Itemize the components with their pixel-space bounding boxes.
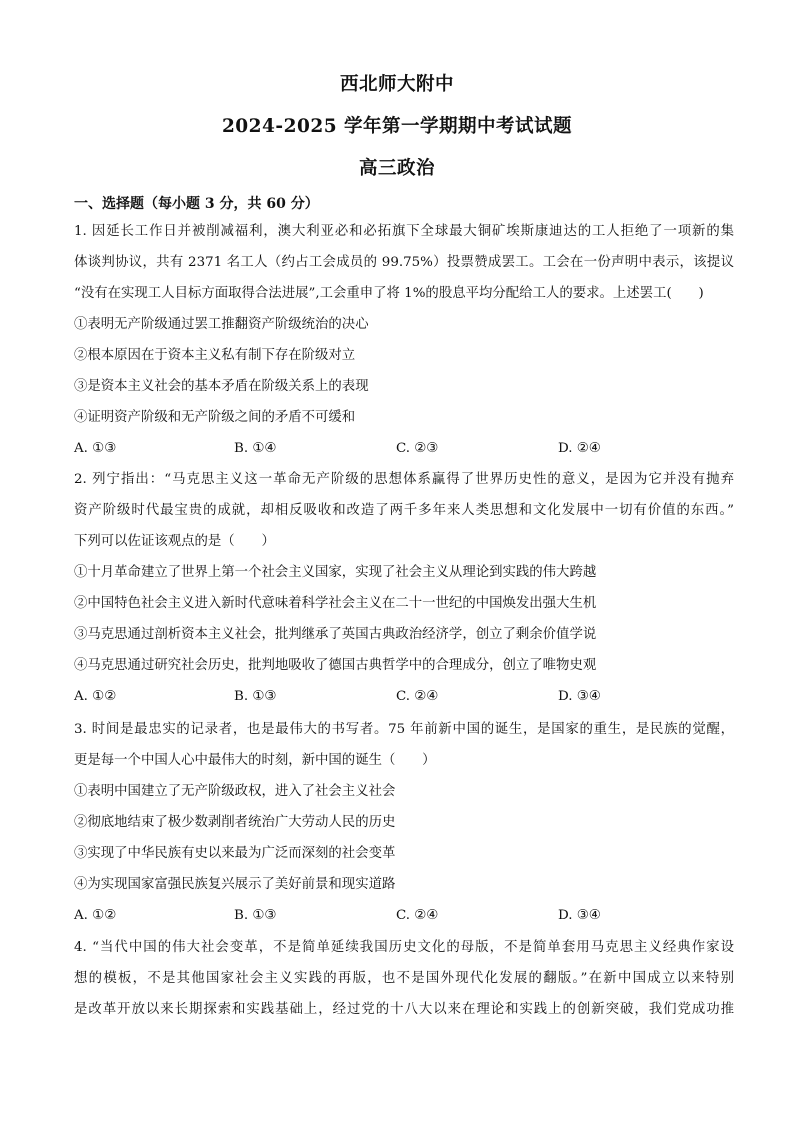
q3-item: ④为实现国家富强民族复兴展示了美好前景和现实道路 — [74, 877, 396, 892]
q4-stem-line: 想的模板，不是其他国家社会主义实践的再版，也不是国外现代化发展的翻版。”在新中国成立以来特别 — [74, 971, 734, 986]
q1-stem-line: 体谈判协议，共有 2371 名工人（约占工会成员的 99.75%）投票赞成罢工。工会在一份声明中表示，该提议 — [74, 255, 734, 270]
q2-option-c[interactable]: C. ②④ — [396, 689, 439, 704]
q2-item: ④马克思通过研究社会历史，批判地吸收了德国古典哲学中的合理成分，创立了唯物史观 — [74, 658, 597, 673]
q1-stem-line: “没有在实现工人目标方面取得合法进展”,工会重申了将 1%的股息平均分配给工人的要求。上述罢工( ) — [74, 286, 704, 301]
section-heading-choice: 一、选择题（每小题 3 分，共 60 分） — [74, 196, 319, 212]
q3-stem-line: 更是每一个中国人心中最伟大的时刻，新中国的诞生（ ） — [74, 753, 436, 768]
q3-option-c[interactable]: C. ②④ — [396, 908, 439, 923]
q2-stem-line: 下列可以佐证该观点的是（ ） — [74, 534, 275, 549]
q1-option-d[interactable]: D. ②④ — [558, 441, 601, 456]
q1-item: ②根本原因在于资本主义私有制下存在阶级对立 — [74, 348, 356, 363]
exam-title: 2024-2025 学年第一学期期中考试试题 — [221, 116, 573, 137]
q3-stem-line: 3. 时间是最忠实的记录者，也是最伟大的书写者。75 年前新中国的诞生，是国家的重生，是民族的觉醒， — [74, 722, 734, 737]
q1-item: ③是资本主义社会的基本矛盾在阶级关系上的表现 — [74, 379, 369, 394]
q3-option-b[interactable]: B. ①③ — [234, 908, 277, 923]
q2-stem-line: 2. 列宁指出：“马克思主义这一革命无产阶级的思想体系赢得了世界历史性的意义，是因为它并没有抛弃 — [74, 472, 734, 487]
q3-option-d[interactable]: D. ③④ — [558, 908, 601, 923]
q1-item: ④证明资产阶级和无产阶级之间的矛盾不可缓和 — [74, 410, 356, 425]
q3-item: ③实现了中华民族有史以来最为广泛而深刻的社会变革 — [74, 846, 396, 861]
q3-option-a[interactable]: A. ①② — [74, 908, 117, 923]
q2-option-b[interactable]: B. ①③ — [234, 689, 277, 704]
q4-stem-line: 4. “当代中国的伟大社会变革，不是简单延续我国历史文化的母版，不是简单套用马克思主义经典作家设 — [74, 940, 734, 955]
q1-option-c[interactable]: C. ②③ — [396, 441, 439, 456]
subject-title: 高三政治 — [358, 158, 435, 179]
q4-stem-line: 是改革开放以来长期探索和实践基础上，经过党的十八大以来在理论和实践上的创新突破，我们党成功推 — [74, 1002, 734, 1017]
q1-stem-line: 1. 因延长工作日并被削减福利，澳大利亚必和必拓旗下全球最大铜矿埃斯康迪达的工人拒绝了一项新的集 — [74, 224, 734, 239]
school-name: 西北师大附中 — [339, 74, 454, 95]
q3-item: ①表明中国建立了无产阶级政权，进入了社会主义社会 — [74, 784, 396, 799]
q1-option-b[interactable]: B. ①④ — [234, 441, 277, 456]
q2-item: ②中国特色社会主义进入新时代意味着科学社会主义在二十一世纪的中国焕发出强大生机 — [74, 596, 597, 611]
q1-item: ①表明无产阶级通过罢工推翻资产阶级统治的决心 — [74, 317, 369, 332]
q2-stem-line: 资产阶级时代最宝贵的成就，却相反吸收和改造了两千多年来人类思想和文化发展中一切有价值的东西。” — [74, 503, 734, 518]
q3-item: ②彻底地结束了极少数剥削者统治广大劳动人民的历史 — [74, 815, 396, 830]
q2-option-d[interactable]: D. ③④ — [558, 689, 601, 704]
q2-item: ③马克思通过剖析资本主义社会，批判继承了英国古典政治经济学，创立了剩余价值学说 — [74, 627, 597, 642]
q2-option-a[interactable]: A. ①② — [74, 689, 117, 704]
q1-option-a[interactable]: A. ①③ — [74, 441, 117, 456]
q2-item: ①十月革命建立了世界上第一个社会主义国家，实现了社会主义从理论到实践的伟大跨越 — [74, 565, 597, 580]
